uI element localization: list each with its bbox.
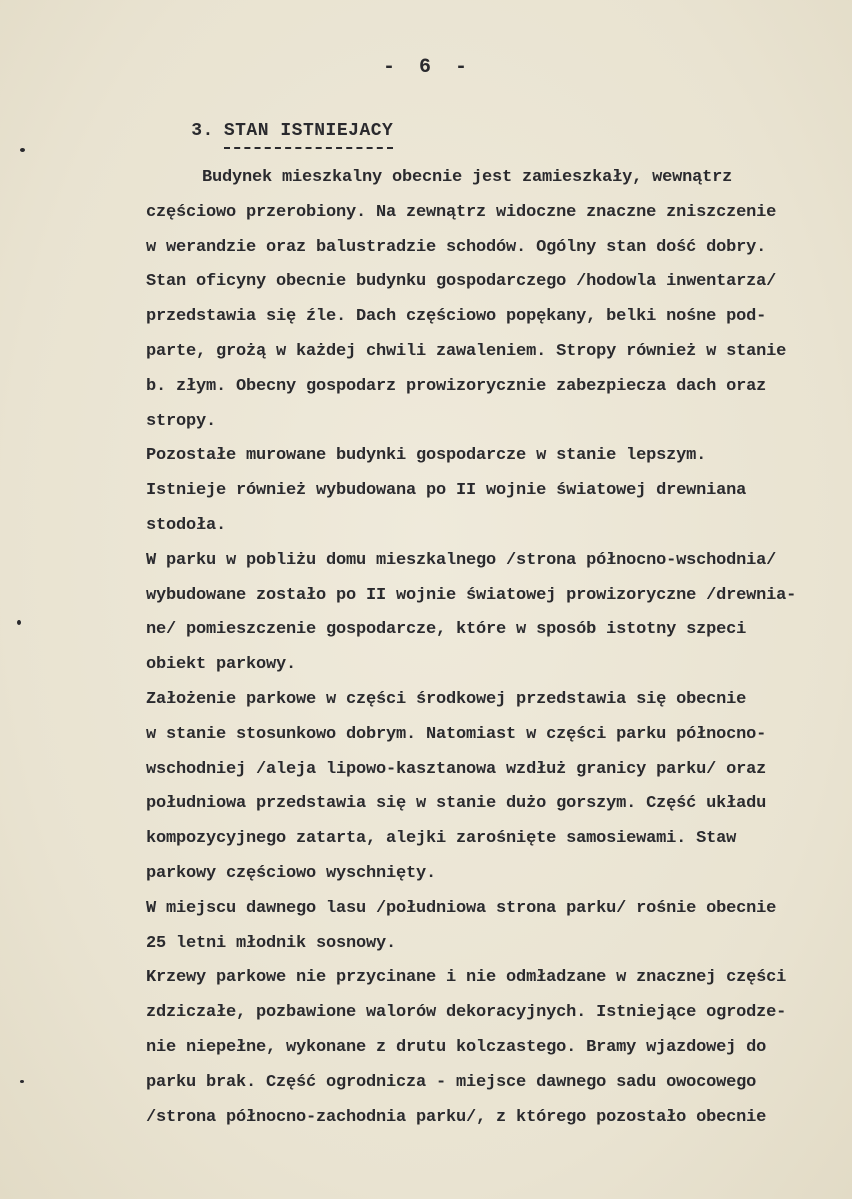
page-number: - 6 -: [383, 56, 474, 79]
text-line: W parku w pobliżu domu mieszkalnego /strona północno-wschodnia/: [146, 550, 777, 570]
text-line: wybudowane zostało po II wojnie światowej prowizoryczne /drewnia-: [146, 585, 797, 605]
hole-punch-mark: [20, 1080, 24, 1083]
text-line: nie niepełne, wykonane z drutu kolczastego. Bramy wjazdowej do: [146, 1037, 767, 1057]
text-line: Istnieje również wybudowana po II wojnie światowej drewniana: [146, 481, 747, 501]
text-line: kompozycyjnego zatarta, alejki zarośnięte samosiewami. Staw: [146, 829, 737, 849]
section-title: STAN ISTNIEJACY: [224, 121, 394, 149]
text-line: stodoła.: [146, 515, 227, 535]
text-line: Krzewy parkowe nie przycinane i nie odmładzane w znacznej części: [146, 968, 787, 988]
section-heading: [146, 101, 393, 169]
text-line: b. złym. Obecny gospodarz prowizorycznie zabezpiecza dach oraz: [146, 376, 767, 396]
text-line: w werandzie oraz balustradzie schodów. Ogólny stan dość dobry.: [146, 237, 767, 257]
text-line: południowa przedstawia się w stanie dużo gorszym. Część układu: [146, 794, 767, 814]
text-line: obiekt parkowy.: [146, 655, 297, 675]
text-line: przedstawia się źle. Dach częściowo popękany, belki nośne pod-: [146, 307, 767, 327]
text-line: 25 letni młodnik sosnowy.: [146, 933, 397, 953]
hole-punch-mark: [20, 148, 25, 152]
text-line: Budynek mieszkalny obecnie jest zamieszkały, wewnątrz: [202, 168, 733, 187]
text-line: Stan oficyny obecnie budynku gospodarczego /hodowla inwentarza/: [146, 272, 777, 292]
hole-punch-mark: [17, 620, 21, 625]
text-line: zdziczałe, pozbawione walorów dekoracyjnych. Istniejące ogrodze-: [146, 1003, 787, 1023]
text-line: parte, grożą w każdej chwili zawaleniem. Stropy również w stanie: [146, 341, 787, 361]
text-line: W miejscu dawnego lasu /południowa strona parku/ rośnie obecnie: [146, 898, 777, 918]
section-number: 3.: [191, 121, 214, 141]
text-line: parkowy częściowo wyschnięty.: [146, 863, 437, 883]
text-line: stropy.: [146, 411, 217, 431]
text-line: parku brak. Część ogrodnicza - miejsce dawnego sadu owocowego: [146, 1072, 757, 1092]
text-line: /strona północno-zachodnia parku/, z którego pozostało obecnie: [146, 1107, 767, 1127]
text-line: Założenie parkowe w części środkowej przedstawia się obecnie: [146, 689, 747, 709]
body-text: [146, 161, 846, 1135]
text-line: wschodniej /aleja lipowo-kasztanowa wzdłuż granicy parku/ oraz: [146, 759, 767, 779]
text-line: ne/ pomieszczenie gospodarcze, które w sposób istotny szpeci: [146, 620, 747, 640]
text-line: w stanie stosunkowo dobrym. Natomiast w części parku północno-: [146, 724, 767, 744]
text-line: Pozostałe murowane budynki gospodarcze w stanie lepszym.: [146, 446, 707, 466]
text-line: częściowo przerobiony. Na zewnątrz widoczne znaczne zniszczenie: [146, 202, 777, 222]
